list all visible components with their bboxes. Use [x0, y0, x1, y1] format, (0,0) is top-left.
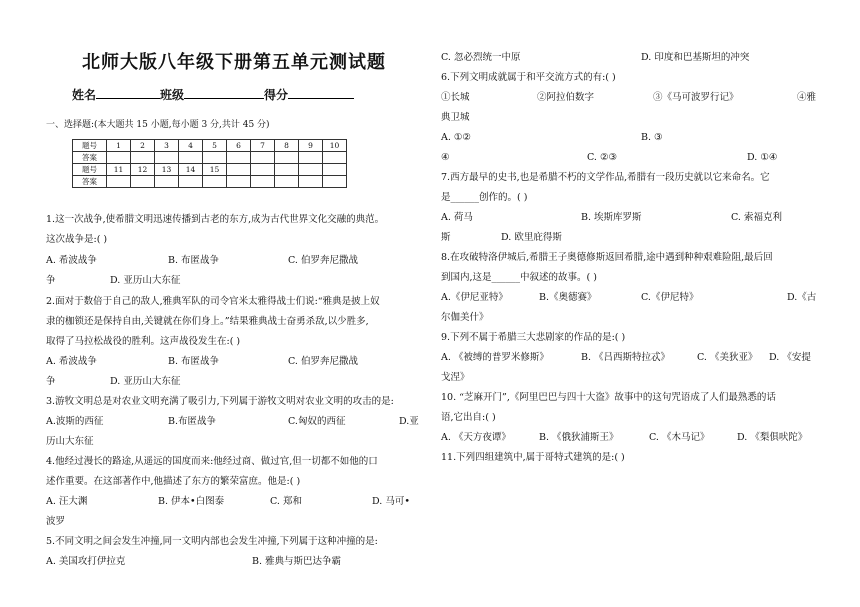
option-c[interactable]: C. 伯罗奔尼撒战	[288, 255, 358, 266]
question-4-text: 述作重要。在这部著作中,他描述了东方的繁荣富庶。他是:( )	[46, 476, 301, 487]
item-4-cont: 典卫城	[441, 112, 470, 123]
number-cell: 5	[203, 140, 227, 152]
number-cell: 6	[227, 140, 251, 152]
table-row	[73, 164, 347, 176]
question-10-text: 10. “芝麻开门”,《阿里巴巴与四十大盗》故事中的这句咒语成了人们最熟悉的话	[441, 392, 776, 403]
answer-cell[interactable]	[107, 176, 131, 188]
answer-cell[interactable]	[227, 152, 251, 164]
option-d[interactable]: D. 马可•	[372, 496, 410, 507]
option-a[interactable]: A.波斯的西征	[46, 416, 104, 427]
table-row	[73, 176, 347, 188]
empty-cell	[227, 164, 251, 176]
option-d[interactable]: D. 印度和巴基斯坦的冲突	[641, 52, 750, 63]
answer-cell[interactable]	[323, 152, 347, 164]
option-d-cont: 波罗	[46, 516, 66, 527]
option-a[interactable]: A. 汪大渊	[46, 496, 88, 507]
question-3-text: 3.游牧文明总是对农业文明充满了吸引力,下列属于游牧文明对农业文明的攻击的是:	[46, 396, 394, 407]
question-4-text: 4.他经过漫长的路途,从遥远的国度而来:他经过商、做过官,但一切都不如他的口	[46, 456, 378, 467]
question-9-text: 9.下列不属于希腊三大悲剧家的作品的是:( )	[441, 332, 626, 343]
table-header-cell: 题号	[73, 164, 107, 176]
option-b[interactable]: B. 布匿战争	[168, 255, 220, 266]
option-a[interactable]: A. ①②	[441, 132, 471, 143]
option-c[interactable]: C. 忽必烈统一中原	[441, 52, 521, 63]
item-4-ref: ④	[441, 152, 450, 163]
question-2-text: 2.面对于数倍于自己的敌人,雅典军队的司令官米太雅得战士们说:“雅典是披上奴	[46, 296, 380, 307]
number-cell: 11	[107, 164, 131, 176]
answer-cell[interactable]	[251, 152, 275, 164]
option-c[interactable]: C. 《木马记》	[649, 432, 710, 443]
item-1: ①长城	[441, 92, 470, 103]
number-cell: 2	[131, 140, 155, 152]
option-b[interactable]: B.《奥德赛》	[539, 292, 597, 303]
page-title: 北师大版八年级下册第五单元测试题	[82, 52, 386, 73]
option-d[interactable]: D. 《安提	[769, 352, 811, 363]
answer-cell[interactable]	[155, 176, 179, 188]
empty-cell	[227, 176, 251, 188]
option-c[interactable]: C. ②③	[587, 152, 618, 163]
question-8-text: 8.在攻破特洛伊城后,希腊王子奥德修斯返回希腊,途中遇到种种艰难险阻,最后回	[441, 252, 773, 263]
number-cell: 13	[155, 164, 179, 176]
table-header-cell: 答案	[73, 176, 107, 188]
number-cell: 8	[275, 140, 299, 152]
answer-cell[interactable]	[179, 176, 203, 188]
question-1-text: 1.这一次战争,使希腊文明迅速传播到古老的东方,成为古代世界文化交融的典范。	[46, 214, 385, 225]
section-intro: 一、选择题:(本大题共 15 小题,每小题 3 分,共计 45 分)	[46, 120, 270, 130]
question-7-text: 7.西方最早的史书,也是希腊不朽的文学作品,希腊有一段历史就以它来命名。它	[441, 172, 770, 183]
option-d[interactable]: D.《古	[787, 292, 817, 303]
item-4: ④雅	[797, 92, 817, 103]
option-a[interactable]: A. 希波战争	[46, 356, 97, 367]
answer-table	[72, 139, 347, 188]
question-6-text: 6.下列文明成就属于和平交流方式的有:( )	[441, 72, 616, 83]
question-8-text: 到国内,这是______中叙述的故事。( )	[441, 272, 597, 283]
option-b[interactable]: B. 雅典与斯巴达争霸	[252, 556, 342, 567]
option-c-cont: 斯	[441, 232, 451, 243]
score-blank[interactable]	[288, 86, 354, 99]
empty-cell	[299, 176, 323, 188]
number-cell: 12	[131, 164, 155, 176]
option-b[interactable]: B. 布匿战争	[168, 356, 220, 367]
option-d[interactable]: D. 《梨俱吠陀》	[737, 432, 808, 443]
number-cell: 15	[203, 164, 227, 176]
empty-cell	[275, 164, 299, 176]
question-10-text: 语,它出自:( )	[441, 412, 496, 423]
option-a[interactable]: A. 《天方夜谭》	[441, 432, 511, 443]
option-d-cont: 尔伽美什》	[441, 312, 489, 323]
option-d[interactable]: D. 亚历山大东征	[110, 275, 181, 286]
class-label: 班级	[160, 88, 185, 102]
question-2-text: 隶的枷锁还是保持自由,关键就在你们身上。”结果雅典战士奋勇杀敌,以少胜多,	[46, 316, 369, 327]
table-header-cell: 题号	[73, 140, 107, 152]
question-11-text: 11.下列四组建筑中,属于哥特式建筑的是:( )	[441, 452, 625, 463]
option-d[interactable]: D. 欧里庇得斯	[501, 232, 562, 243]
option-c[interactable]: C.《伊尼特》	[641, 292, 699, 303]
question-7-text: 是______创作的。( )	[441, 192, 528, 203]
option-d[interactable]: D.亚	[399, 416, 419, 427]
option-c[interactable]: C. 伯罗奔尼撒战	[288, 356, 358, 367]
answer-cell[interactable]	[299, 152, 323, 164]
option-d-cont: 历山大东征	[46, 436, 94, 447]
option-c-cont: 争	[46, 275, 56, 286]
table-row	[73, 152, 347, 164]
option-d-cont: 戈涅》	[441, 372, 470, 383]
number-cell: 1	[107, 140, 131, 152]
number-cell: 4	[179, 140, 203, 152]
answer-cell[interactable]	[107, 152, 131, 164]
score-label: 得分	[264, 88, 289, 102]
option-a[interactable]: A. 荷马	[441, 212, 473, 223]
option-c[interactable]: C. 索福克利	[731, 212, 782, 223]
option-c[interactable]: C. 郑和	[270, 496, 302, 507]
answer-cell[interactable]	[131, 176, 155, 188]
option-b[interactable]: B.布匿战争	[168, 416, 217, 427]
option-b[interactable]: B. ③	[641, 132, 663, 143]
right-column	[441, 0, 831, 607]
empty-cell	[299, 164, 323, 176]
number-cell: 14	[179, 164, 203, 176]
answer-cell[interactable]	[155, 152, 179, 164]
empty-cell	[323, 176, 347, 188]
answer-cell[interactable]	[179, 152, 203, 164]
question-2-text: 取得了马拉松战役的胜利。这声战役发生在:( )	[46, 336, 241, 347]
name-label: 姓名	[72, 88, 97, 102]
empty-cell	[323, 164, 347, 176]
option-c[interactable]: C.匈奴的西征	[288, 416, 346, 427]
item-3: ③《马可波罗行记》	[653, 92, 739, 103]
answer-cell[interactable]	[131, 152, 155, 164]
answer-cell[interactable]	[203, 176, 227, 188]
option-b[interactable]: B. 埃斯库罗斯	[581, 212, 642, 223]
question-1-text: 这次战争是:( )	[46, 234, 108, 245]
number-cell: 9	[299, 140, 323, 152]
table-row	[73, 140, 347, 152]
empty-cell	[251, 164, 275, 176]
number-cell: 7	[251, 140, 275, 152]
option-a[interactable]: A. 美国攻打伊拉克	[46, 556, 126, 567]
option-b[interactable]: B. 《俄狄浦斯王》	[539, 432, 619, 443]
answer-cell[interactable]	[275, 152, 299, 164]
question-5-text: 5.不同文明之间会发生冲撞,同一文明内部也会发生冲撞,下列属于这种冲撞的是:	[46, 536, 378, 547]
left-column	[46, 0, 422, 607]
number-cell: 3	[155, 140, 179, 152]
option-a[interactable]: A. 《被缚的普罗米修斯》	[441, 352, 549, 363]
option-a[interactable]: A.《伊尼亚特》	[441, 292, 508, 303]
item-2: ②阿拉伯数字	[537, 92, 595, 103]
number-cell: 10	[323, 140, 347, 152]
option-c-cont: 争	[46, 376, 56, 387]
table-header-cell: 答案	[73, 152, 107, 164]
answer-cell[interactable]	[203, 152, 227, 164]
option-d[interactable]: D. 亚历山大东征	[110, 376, 181, 387]
option-d[interactable]: D. ①④	[747, 152, 778, 163]
empty-cell	[275, 176, 299, 188]
student-info	[72, 86, 354, 103]
option-b[interactable]: B. 《吕西斯特拉忒》	[581, 352, 671, 363]
empty-cell	[251, 176, 275, 188]
class-blank[interactable]	[184, 86, 264, 99]
option-c[interactable]: C. 《美狄亚》	[697, 352, 758, 363]
option-b[interactable]: B. 伊本•白图泰	[158, 496, 225, 507]
option-a[interactable]: A. 希波战争	[46, 255, 97, 266]
name-blank[interactable]	[96, 86, 160, 99]
